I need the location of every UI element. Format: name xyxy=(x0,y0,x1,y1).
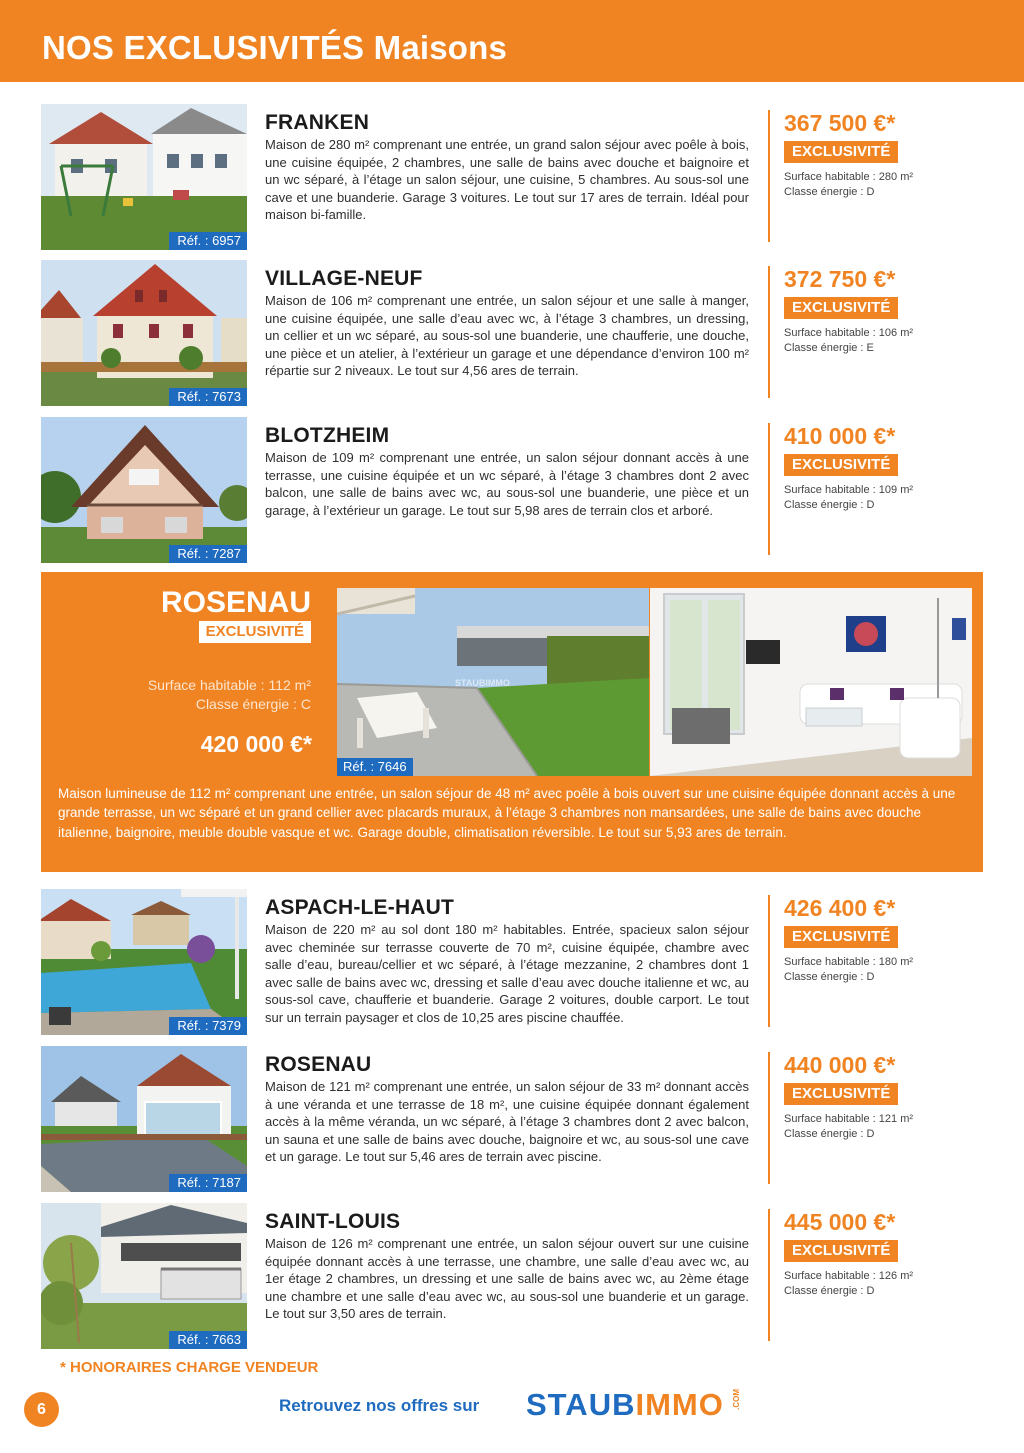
logo-text-com: .COM xyxy=(732,1389,741,1410)
listing-card[interactable] xyxy=(41,104,941,250)
living-room-photo[interactable] xyxy=(650,588,972,776)
listing-description: Maison de 109 m² comprenant une entrée, un salon séjour donnant accès à une terrasse, une cuisine équipée et un wc séparé, à l’étage 3 chambres dont 2 avec balcon, une salle de bains avec wc, au sous-sol une buanderie, une pièce et un garage, à l’extérieur un garage. Le tout sur 5,98 ares de terrain clos et arboré. xyxy=(265,450,749,518)
house-photo[interactable] xyxy=(41,1203,247,1349)
listing-card[interactable] xyxy=(41,889,941,1035)
listing-description: Maison de 220 m² au sol dont 180 m² habitables. Entrée, spacieux salon séjour avec cheminée sur terrasse couverte de 70 m², cuisine équipée, chambre avec salle d’eau, bureau/cellier et wc séparé, à l’étage mezzanine, 2 chambres dont 1 avec salle de bains avec wc, dressing et salle d’eau avec douche italienne et wc, au sous-sol cave, chaufferie et buanderie. Garage 2 voitures, double carport. Le tout sur un terrain paysager et clos de 10,25 ares piscine chauffée. xyxy=(265,922,749,1025)
listing-card[interactable] xyxy=(41,1203,941,1349)
garden-photo[interactable] xyxy=(337,588,649,776)
featured-description: Maison lumineuse de 112 m² comprenant une entrée, un salon séjour de 48 m² avec poêle à bois ouvert sur une cuisine équipée donnant accès à une grande terrasse, un wc séparé et un grand cellier avec placards muraux, à l’étage 3 chambres non mansardées, une salle de bains avec douche italienne, baignoire, meuble double vasque et wc. Garage double, climatisation réversible. Le tout sur 5,93 ares de terrain. xyxy=(58,786,956,840)
house-photo[interactable] xyxy=(41,889,247,1035)
energy-class: Classe énergie : D xyxy=(784,499,875,511)
listing-description: Maison de 126 m² comprenant une entrée, un salon séjour ouvert sur une cuisine équipée donnant accès à une terrasse, une chambre, une salle d’eau avec wc, au 1er étage 2 chambres, un dressing et une salle de bains avec wc, au 2ème étage une chambre et une salle d’eau avec wc, au sous-sol une buanderie et un garage. Le tout sur 3,50 ares de terrain. xyxy=(265,1236,749,1322)
listing-body xyxy=(265,896,749,1027)
living-area: Surface habitable : 126 m² xyxy=(784,1270,914,1282)
listing-city: SAINT-LOUIS xyxy=(265,1210,401,1233)
listing-city: ROSENAU xyxy=(265,1053,372,1076)
listing-card[interactable] xyxy=(41,417,941,563)
listing-price-box xyxy=(768,1209,938,1341)
listing-price-box xyxy=(768,266,938,398)
listing-price-box xyxy=(768,1052,938,1184)
listing-body xyxy=(265,1053,749,1166)
energy-class: Classe énergie : D xyxy=(784,186,875,198)
page-header xyxy=(0,0,1024,82)
reference-number: Réf. : 7379 xyxy=(169,1017,247,1035)
fees-footnote: * HONORAIRES CHARGE VENDEUR xyxy=(60,1359,319,1376)
page-title: NOS EXCLUSIVITÉS Maisons xyxy=(42,29,508,66)
listing-price: 367 500 €* xyxy=(784,110,896,136)
exclusivity-badge: EXCLUSIVITÉ xyxy=(784,454,898,476)
exclusivity-badge: EXCLUSIVITÉ xyxy=(784,1240,898,1262)
listing-description: Maison de 121 m² comprenant une entrée, un salon séjour de 33 m² donnant accès à une véranda et une terrasse de 18 m², une cuisine équipée donnant également accès à la même véranda, un wc séparé, à l’étage 3 chambres dont 2 avec balcon, un sauna et une salle de bains avec douche, baignoire et wc, au sous-sol une cave et un garage. Le tout sur 5,46 ares de terrain avec piscine. xyxy=(265,1079,749,1165)
exclusivity-badge: EXCLUSIVITÉ xyxy=(784,141,898,163)
featured-price: 420 000 €* xyxy=(200,731,312,757)
living-area: Surface habitable : 112 m² xyxy=(147,677,311,693)
reference-number: Réf. : 7187 xyxy=(169,1174,247,1192)
listing-body xyxy=(265,1210,749,1323)
listing-price: 372 750 €* xyxy=(784,266,896,292)
energy-class: Classe énergie : D xyxy=(784,1285,875,1297)
listing-description: Maison de 106 m² comprenant une entrée, un salon séjour et une salle à manger, une cuisine équipée, une salle d’eau avec wc, à l’étage 3 chambres, un dressing, un cellier et un wc séparé, au sous-sol une buanderie, une chaufferie, une douche, une pièce et un atelier, à l’extérieur un garage et une dépendance d’environ 100 m² répartie sur 2 niveaux. Le tout sur 4,56 ares de terrain. xyxy=(265,293,749,379)
listing-body xyxy=(265,267,749,380)
listing-city: ASPACH-LE-HAUT xyxy=(265,896,455,919)
listing-price: 426 400 €* xyxy=(784,895,896,921)
living-area: Surface habitable : 280 m² xyxy=(784,171,914,183)
listing-price-box xyxy=(768,110,938,242)
logo-text-staub: STAUB xyxy=(526,1387,636,1422)
listing-description: Maison de 280 m² comprenant une entrée, un grand salon séjour avec poêle à bois, une cuisine équipée, 2 chambres, une salle de bains avec douche et baignoire et un wc séparé, à l’étage un salon séjour, une cuisine, 5 chambres. Au sous-sol une cave et une buanderie. Garage 3 voitures. Le tout sur 17 ares de terrain. Idéal pour maison bi-famille. xyxy=(265,137,749,223)
page-number: 6 xyxy=(24,1392,59,1427)
listing-price: 410 000 €* xyxy=(784,423,896,449)
listing-price: 440 000 €* xyxy=(784,1052,896,1078)
exclusivity-badge: EXCLUSIVITÉ xyxy=(784,1083,898,1105)
house-photo[interactable] xyxy=(41,104,247,250)
living-area: Surface habitable : 109 m² xyxy=(784,484,914,496)
living-area: Surface habitable : 121 m² xyxy=(784,1113,914,1125)
energy-class: Classe énergie : D xyxy=(784,971,875,983)
listing-body xyxy=(265,111,749,224)
watermark-text: STAUBIMMO xyxy=(455,678,510,688)
staubimmo-logo[interactable] xyxy=(526,1386,741,1426)
house-photo[interactable] xyxy=(41,260,247,406)
energy-class: Classe énergie : D xyxy=(784,1128,875,1140)
featured-city: ROSENAU xyxy=(160,586,311,619)
reference-number: Réf. : 7663 xyxy=(169,1331,247,1349)
listing-city: FRANKEN xyxy=(265,111,370,134)
listing-city: BLOTZHEIM xyxy=(265,424,390,447)
listing-body xyxy=(265,424,749,519)
featured-listing[interactable] xyxy=(41,572,983,872)
listing-card[interactable] xyxy=(41,1046,941,1192)
website-cta: Retrouvez nos offres sur xyxy=(279,1396,480,1415)
listing-price-box xyxy=(768,423,938,555)
exclusivity-badge: EXCLUSIVITÉ xyxy=(784,297,898,319)
listing-city: VILLAGE-NEUF xyxy=(265,267,423,290)
exclusivity-badge: EXCLUSIVITÉ xyxy=(199,621,311,643)
reference-number: Réf. : 7673 xyxy=(169,388,247,406)
listing-price-box xyxy=(768,895,938,1027)
listing-price: 445 000 €* xyxy=(784,1209,896,1235)
energy-class: Classe énergie : C xyxy=(195,696,311,712)
house-photo[interactable] xyxy=(41,417,247,563)
exclusivity-badge: EXCLUSIVITÉ xyxy=(784,926,898,948)
house-photo[interactable] xyxy=(41,1046,247,1192)
logo-text-immo: IMMO xyxy=(635,1387,724,1422)
living-area: Surface habitable : 106 m² xyxy=(784,327,914,339)
listing-card[interactable] xyxy=(41,260,941,406)
living-area: Surface habitable : 180 m² xyxy=(784,956,914,968)
reference-number: Réf. : 6957 xyxy=(169,232,247,250)
energy-class: Classe énergie : E xyxy=(784,342,874,354)
reference-number: Réf. : 7287 xyxy=(169,545,247,563)
reference-number: Réf. : 7646 xyxy=(337,758,413,776)
